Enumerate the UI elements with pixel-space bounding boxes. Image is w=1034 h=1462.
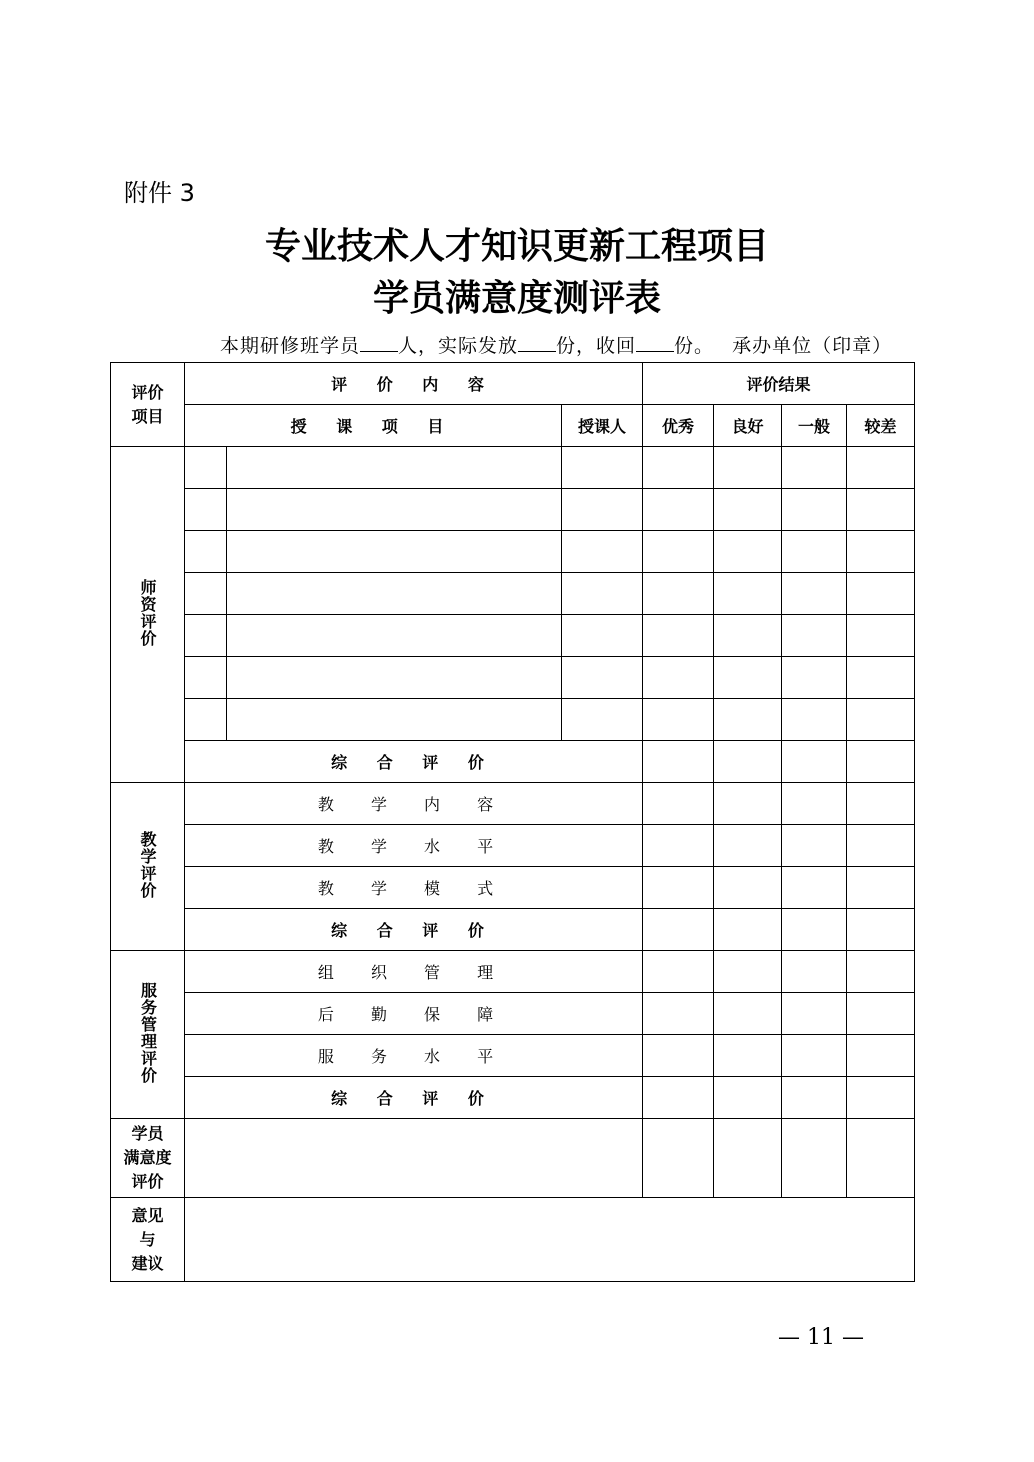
rating-cell[interactable] <box>714 867 782 909</box>
teacher-summary-label: 综 合 评 价 <box>185 741 643 783</box>
suggestion-field[interactable] <box>185 1198 915 1282</box>
rating-cell[interactable] <box>714 909 782 951</box>
course-teacher-cell[interactable] <box>562 657 643 699</box>
rating-cell[interactable] <box>714 489 782 531</box>
rating-cell[interactable] <box>782 993 847 1035</box>
rating-average-header: 一般 <box>782 405 847 447</box>
rating-cell[interactable] <box>643 657 714 699</box>
rating-cell[interactable] <box>847 741 915 783</box>
course-name-cell[interactable] <box>227 657 562 699</box>
rating-cell[interactable] <box>714 657 782 699</box>
rating-cell[interactable] <box>782 1035 847 1077</box>
teaching-eval-label: 教学评价 <box>111 783 185 951</box>
course-index-cell[interactable] <box>185 657 227 699</box>
class-info-line <box>220 331 892 358</box>
rating-cell[interactable] <box>643 867 714 909</box>
rating-cell[interactable] <box>782 657 847 699</box>
rating-cell[interactable] <box>782 1077 847 1119</box>
rating-cell[interactable] <box>782 825 847 867</box>
course-name-cell[interactable] <box>227 447 562 489</box>
teaching-content-item: 教 学 内 容 <box>185 783 643 825</box>
rating-cell[interactable] <box>714 447 782 489</box>
rating-cell[interactable] <box>782 867 847 909</box>
course-teacher-cell[interactable] <box>562 447 643 489</box>
rating-cell[interactable] <box>714 573 782 615</box>
rating-cell[interactable] <box>643 825 714 867</box>
rating-cell[interactable] <box>643 615 714 657</box>
teacher-header: 授课人 <box>562 405 643 447</box>
rating-cell[interactable] <box>714 1077 782 1119</box>
organization-item: 组 织 管 理 <box>185 951 643 993</box>
info-students-label: 本期研修班学员 <box>220 335 361 357</box>
rating-cell[interactable] <box>782 447 847 489</box>
teaching-summary-label: 综 合 评 价 <box>185 909 643 951</box>
rating-cell[interactable] <box>782 531 847 573</box>
eval-content-header: 评 价 内 容 <box>185 363 643 405</box>
form-title-line2: 学员满意度测评表 <box>372 277 661 319</box>
course-teacher-cell[interactable] <box>562 615 643 657</box>
rating-cell[interactable] <box>714 1035 782 1077</box>
rating-cell[interactable] <box>782 489 847 531</box>
annex-label: 附件 3 <box>124 179 195 207</box>
rating-cell[interactable] <box>714 783 782 825</box>
students-count-blank[interactable] <box>360 333 398 352</box>
rating-cell[interactable] <box>847 783 915 825</box>
rating-cell[interactable] <box>847 489 915 531</box>
rating-cell[interactable] <box>782 909 847 951</box>
course-teacher-cell[interactable] <box>562 699 643 741</box>
course-teacher-cell[interactable] <box>562 573 643 615</box>
rating-cell[interactable] <box>643 951 714 993</box>
rating-cell[interactable] <box>782 783 847 825</box>
rating-cell[interactable] <box>714 993 782 1035</box>
rating-cell[interactable] <box>782 741 847 783</box>
rating-cell[interactable] <box>643 447 714 489</box>
rating-cell[interactable] <box>714 741 782 783</box>
rating-cell[interactable] <box>714 825 782 867</box>
course-index-cell[interactable] <box>185 699 227 741</box>
rating-excellent-header: 优秀 <box>643 405 714 447</box>
teaching-level-item: 教 学 水 平 <box>185 825 643 867</box>
course-index-cell[interactable] <box>185 531 227 573</box>
rating-poor-header: 较差 <box>847 405 915 447</box>
info-returned-label: 份，收回 <box>556 335 637 357</box>
rating-cell[interactable] <box>643 1035 714 1077</box>
rating-cell[interactable] <box>847 825 915 867</box>
satisfaction-eval-label: 学员 满意度 评价 <box>111 1119 185 1198</box>
rating-cell[interactable] <box>847 867 915 909</box>
course-name-cell[interactable] <box>227 531 562 573</box>
satisfaction-content-cell[interactable] <box>185 1119 643 1198</box>
eval-item-header: 评价 项目 <box>111 363 185 447</box>
rating-cell[interactable] <box>714 699 782 741</box>
evaluation-table <box>110 362 915 1282</box>
rating-cell[interactable] <box>847 909 915 951</box>
rating-cell[interactable] <box>782 1119 847 1198</box>
info-copies-label: 份。 <box>674 335 715 357</box>
rating-cell[interactable] <box>782 615 847 657</box>
rating-cell[interactable] <box>643 531 714 573</box>
page-number: — 11 — <box>778 1325 864 1350</box>
rating-cell[interactable] <box>847 1077 915 1119</box>
course-index-cell[interactable] <box>185 573 227 615</box>
rating-cell[interactable] <box>643 699 714 741</box>
rating-cell[interactable] <box>643 993 714 1035</box>
logistics-item: 后 勤 保 障 <box>185 993 643 1035</box>
rating-cell[interactable] <box>714 531 782 573</box>
course-teacher-cell[interactable] <box>562 531 643 573</box>
rating-cell[interactable] <box>643 489 714 531</box>
rating-cell[interactable] <box>643 783 714 825</box>
suggestion-label: 意见 与 建议 <box>111 1198 185 1282</box>
rating-cell[interactable] <box>643 909 714 951</box>
rating-cell[interactable] <box>847 699 915 741</box>
rating-cell[interactable] <box>847 657 915 699</box>
rating-cell[interactable] <box>847 1119 915 1198</box>
rating-cell[interactable] <box>782 951 847 993</box>
rating-cell[interactable] <box>643 573 714 615</box>
organizer-seal-label: 承办单位（印章） <box>732 335 893 357</box>
course-index-cell[interactable] <box>185 447 227 489</box>
eval-result-header: 评价结果 <box>643 363 915 405</box>
rating-cell[interactable] <box>782 573 847 615</box>
course-name-cell[interactable] <box>227 699 562 741</box>
rating-cell[interactable] <box>782 699 847 741</box>
teacher-eval-label: 师资评价 <box>111 447 185 783</box>
rating-cell[interactable] <box>643 1077 714 1119</box>
course-item-header: 授 课 项 目 <box>185 405 562 447</box>
teaching-mode-item: 教 学 模 式 <box>185 867 643 909</box>
rating-cell[interactable] <box>847 1035 915 1077</box>
rating-cell[interactable] <box>714 1119 782 1198</box>
rating-good-header: 良好 <box>714 405 782 447</box>
rating-cell[interactable] <box>847 993 915 1035</box>
issued-count-blank[interactable] <box>518 333 556 352</box>
course-name-cell[interactable] <box>227 489 562 531</box>
rating-cell[interactable] <box>847 531 915 573</box>
rating-cell[interactable] <box>847 951 915 993</box>
service-eval-label: 服务管理评价 <box>111 951 185 1119</box>
rating-cell[interactable] <box>714 615 782 657</box>
rating-cell[interactable] <box>847 615 915 657</box>
info-issued-label: 人，实际发放 <box>398 335 519 357</box>
rating-cell[interactable] <box>847 573 915 615</box>
service-summary-label: 综 合 评 价 <box>185 1077 643 1119</box>
form-title-line1: 专业技术人才知识更新工程项目 <box>264 225 769 267</box>
rating-cell[interactable] <box>643 741 714 783</box>
rating-cell[interactable] <box>643 1119 714 1198</box>
service-level-item: 服 务 水 平 <box>185 1035 643 1077</box>
course-index-cell[interactable] <box>185 615 227 657</box>
course-teacher-cell[interactable] <box>562 489 643 531</box>
returned-count-blank[interactable] <box>636 333 674 352</box>
rating-cell[interactable] <box>714 951 782 993</box>
rating-cell[interactable] <box>847 447 915 489</box>
course-name-cell[interactable] <box>227 615 562 657</box>
course-name-cell[interactable] <box>227 573 562 615</box>
course-index-cell[interactable] <box>185 489 227 531</box>
